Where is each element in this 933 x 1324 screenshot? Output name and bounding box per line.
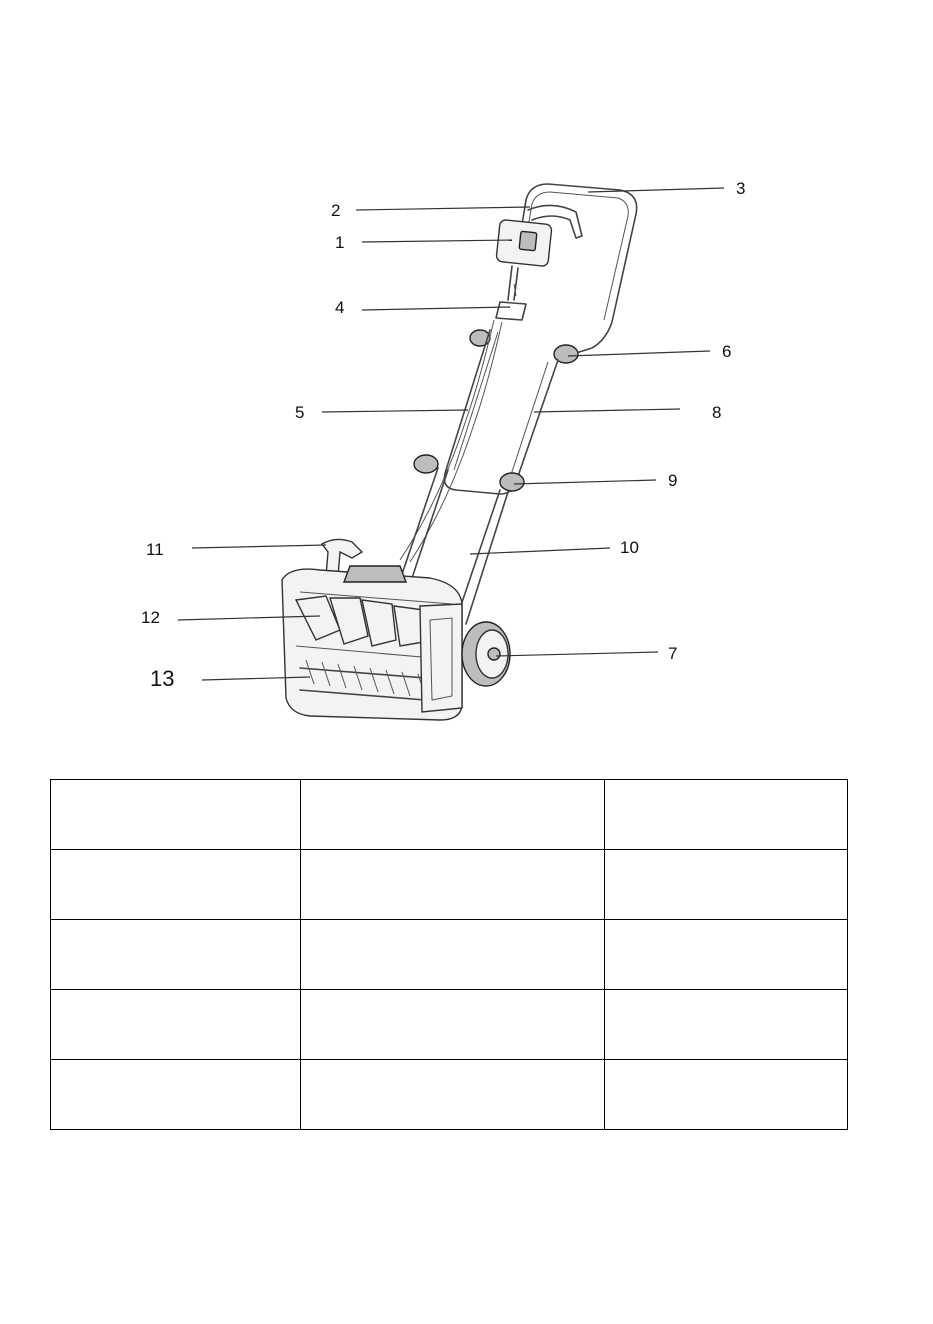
table-row — [51, 990, 848, 1060]
table-cell — [301, 780, 605, 850]
callout-5: 5 — [295, 403, 305, 422]
callout-8: 8 — [712, 403, 722, 422]
callout-10: 10 — [620, 538, 639, 557]
callout-9: 9 — [668, 471, 678, 490]
table-cell — [301, 990, 605, 1060]
power-cable — [400, 320, 494, 560]
table-cell — [605, 990, 848, 1060]
table-row — [51, 850, 848, 920]
table-cell — [605, 780, 848, 850]
callout-1: 1 — [335, 233, 345, 252]
callout-12: 12 — [141, 608, 160, 627]
table-cell — [51, 780, 301, 850]
lower-knob — [500, 473, 524, 491]
table-cell — [51, 850, 301, 920]
callout-3: 3 — [736, 179, 746, 198]
table-row — [51, 1060, 848, 1130]
table-cell — [605, 920, 848, 990]
callout-7: 7 — [668, 644, 678, 663]
table-cell — [301, 920, 605, 990]
parts-table — [50, 779, 848, 1130]
wheel — [462, 622, 510, 686]
table-cell — [51, 990, 301, 1060]
callout-11: 11 — [146, 540, 164, 559]
table-row — [51, 780, 848, 850]
table-cell — [605, 1060, 848, 1130]
cord-strain-relief — [496, 266, 526, 320]
table-row — [51, 920, 848, 990]
callout-13: 13 — [150, 666, 175, 691]
table-cell — [301, 1060, 605, 1130]
callout-4: 4 — [335, 298, 345, 317]
table-cell — [605, 850, 848, 920]
upper-handle — [516, 184, 637, 358]
table-cell — [301, 850, 605, 920]
callout-2: 2 — [331, 201, 341, 220]
callout-6: 6 — [722, 342, 732, 361]
table-cell — [51, 1060, 301, 1130]
snow-thrower-illustration — [282, 184, 637, 720]
table-cell — [51, 920, 301, 990]
